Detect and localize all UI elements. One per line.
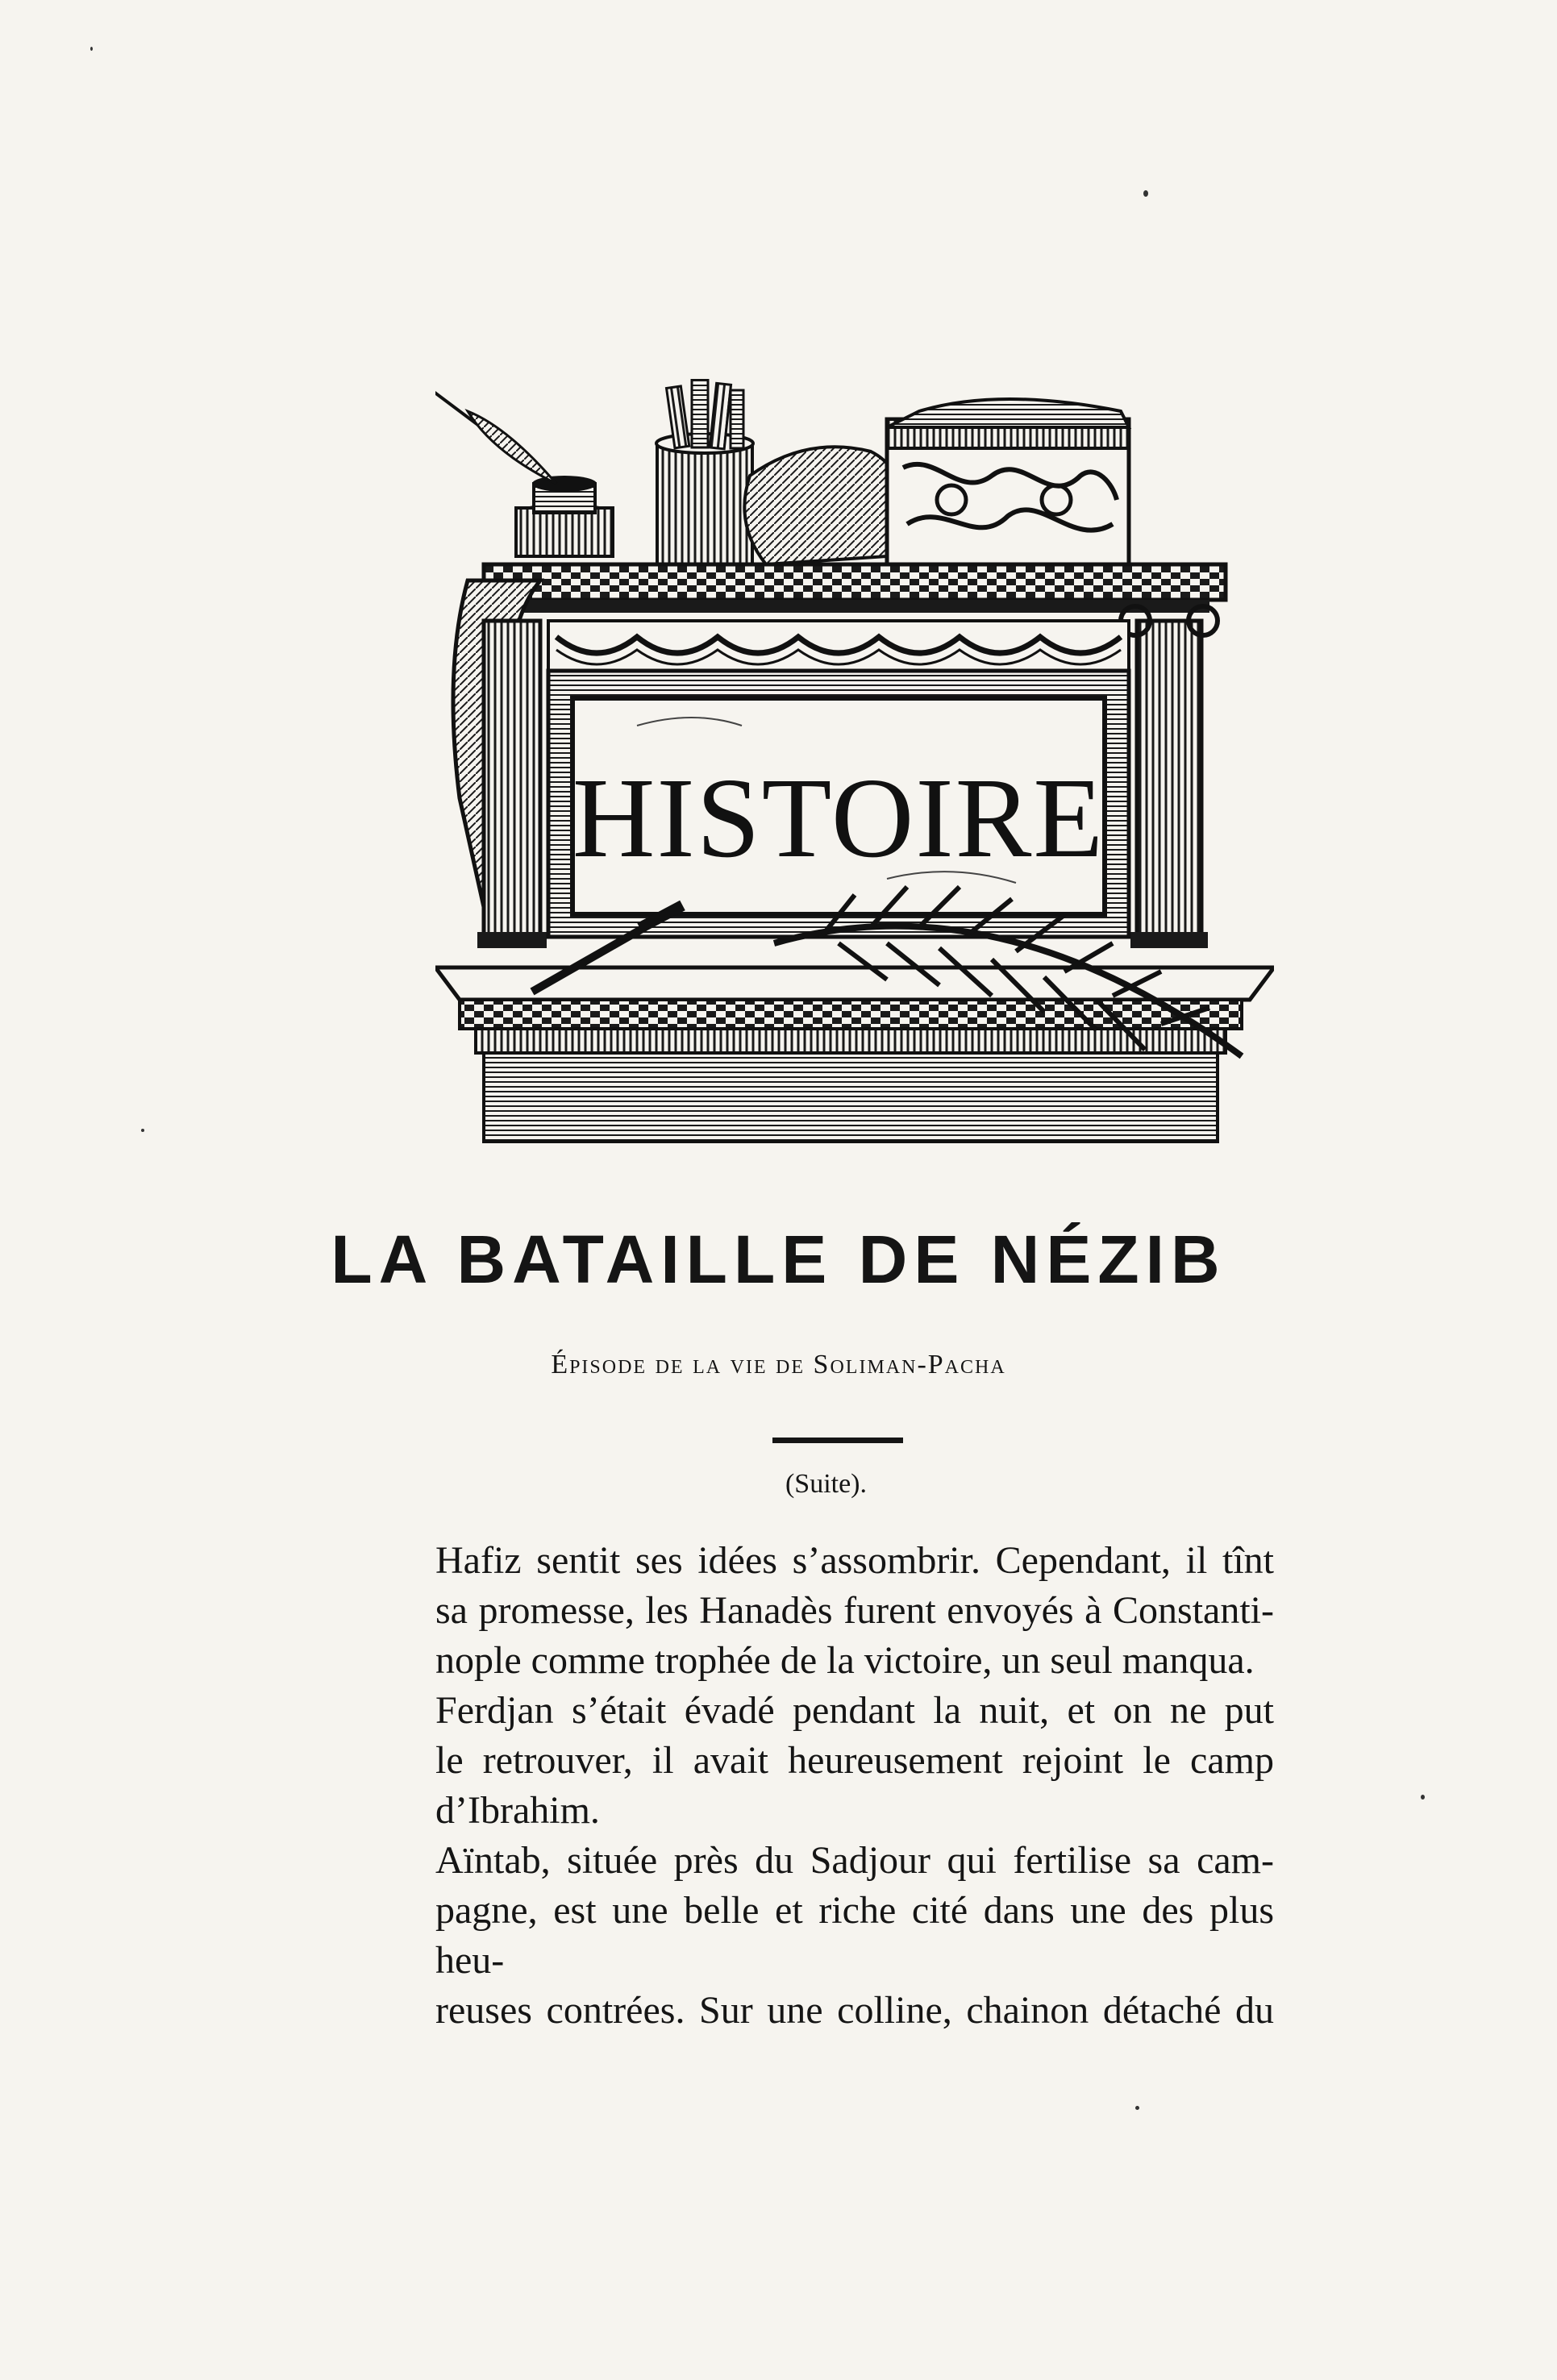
print-speck [1421, 1795, 1425, 1800]
text-line: Aïntab, située près du Sadjour qui fertilise sa cam- [435, 1839, 1274, 1882]
print-speck [1143, 190, 1148, 197]
article-title: LA BATAILLE DE NÉZIB [331, 1221, 1226, 1297]
text-line: Ferdjan s’était évadé pendant la nuit, et on ne put [435, 1689, 1274, 1732]
ornamental-mantel-icon [435, 379, 1274, 1153]
paragraph-3 [435, 1836, 1274, 2036]
text-line: sa promesse, les Hanadès furent envoyés à Constanti- [435, 1589, 1274, 1632]
paragraph-1 [435, 1536, 1274, 1686]
article-subtitle: Épisode de la vie de Soliman-Pacha [551, 1350, 1006, 1379]
print-speck [141, 1129, 144, 1132]
paragraph-2 [435, 1686, 1274, 1836]
continued-label: (Suite). [785, 1469, 868, 1499]
left-column [477, 621, 547, 948]
ornate-box [887, 399, 1129, 564]
inkwell [514, 476, 614, 556]
text-line: pagne, est une belle et riche cité dans une des plus heu- [435, 1889, 1274, 1982]
mantel-top [484, 564, 1226, 600]
title-rule [772, 1438, 903, 1443]
plaque-title: HISTOIRE [572, 754, 1105, 881]
text-line: nople comme trophée de la victoire, un seul manqua. [435, 1639, 1255, 1682]
text-line: reuses contrées. Sur une colline, chainon détaché du [435, 1989, 1274, 2032]
pen-pot [656, 379, 753, 564]
garland-frieze [548, 621, 1129, 671]
header-engraving [435, 379, 1274, 1153]
text-line: le retrouver, il avait heureusement rejoint le camp [435, 1739, 1274, 1782]
print-speck [90, 47, 93, 51]
quill-pen [435, 387, 556, 484]
plaque-panel [548, 671, 1129, 937]
print-speck [1135, 2106, 1139, 2110]
article-body [435, 1536, 1274, 2036]
right-column [1121, 606, 1218, 948]
text-line: d’Ibrahim. [435, 1789, 600, 1832]
parchment-roll [744, 447, 900, 564]
text-line: Hafiz sentit ses idées s’assombrir. Cependant, il tînt [435, 1539, 1274, 1582]
